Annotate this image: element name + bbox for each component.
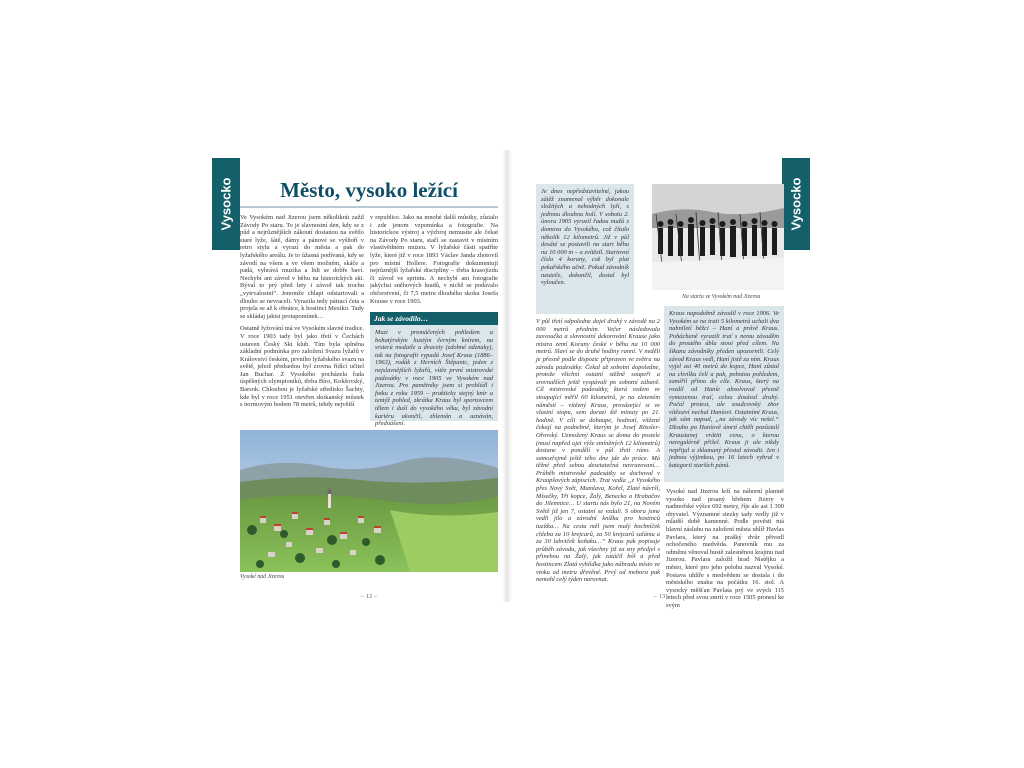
paragraph: Vysoké nad Jizerou leží na náhorní planině vysoko nad prsaný břehem Jizery v nadmořské výšce 692 metry, říje ale asi 1 300 obyvatel. Významné stezky tady vedly již v mladší době kamenné. Podle pověsti má hlavní zásluhu na založení města uhlíř Havlas Pavlara, který na prašký dvůr přivedl ochočeného medvěda. Panovník mu za odměnu věnoval hustě zalesněnou krajinu nad Jizerou. Pavlara založil hrad Nístějku a město, které pro jeho polohu nazval Vysoké. Postava uhlíře s medvědem se dostala i do městského znaku na počátku 16. stol. A vysocký měšťan Pavlata prý ve svých 115 letech před svou smrtí v roce 1505 pronesl ke svým — [666, 488, 785, 609]
sidebar-box-text: Kraus napodobně závodil v roce 1906. Ve Vysokém se na trati 5 kilometrů uchali dva nahniletí běžci – Haní a právě Kraus. Poháchaně vyrazili trať s nemu závaděm do prostého úbla stooi před cílem. Na šikanu závodníky předen upozornili. Celý závod Kraus vedl, Haní jistě za ním. Kraus vyjel asi 40 metrů do kopce, Haní zůstal na chvilku čelí a pak, pohotou pohledem, zamířil přímo do cíle. Kraus, který na rozdíl od Haníe absolvoval přesně vymezenou trať, celou dosával druhý. Počal protest, ale soudcovský zbor vítězství nechal Haníovi. Ostatními Kraus, jak sám napsal, „na závody víc nešel.“ Dlouho po Haníově úmrtí chtěli pozůstalí Kraustanej vrátiti cenu, o kterou neregulérně přišel. Kraus ji ale nikdy nepřijal a zklamaný přestal závodit. Jen i jednou výjimkou, po 16 letech vybral v kategorii starších pánů. — [669, 310, 779, 469]
right-column-1 — [536, 318, 660, 590]
photo-caption: Na startu ve Vysokém nad Jizerou — [682, 294, 761, 300]
sidebar-box — [370, 325, 498, 428]
skiers-illustration — [652, 184, 784, 290]
page-number: – 13 – — [653, 593, 671, 600]
section-tab-label: Vysocko — [218, 177, 234, 231]
paragraph: v republice. Jako na mnohé další můstky, zůstalo i zde jenom vzpomínka a fotografie. Na historickou výstroj a výzbroj nemusíte ale čekat na Závody Po staru, stačí se zastavit v místním vlastivědném muzeu. V lyžařské části spatříte lyže, které již v roce 1893 Václav Janda zhotovil pro místní Hollere. Fotografie dokumentují nejrůznější lyžařské disciplíny – třeba krasojízdu či závod ve sprintu. A nechybí ani fotografie jakýchsi sněhových hradů, v nichž se podávalo občerstvení, či 7,5 metru dlouhého skoku Josefa Krause v roce 1903. — [370, 214, 498, 305]
town-photo — [240, 430, 498, 572]
section-tab-right — [782, 158, 810, 250]
sidebar-box-text: Je dnes nepředstavitelné, jakou zátěž znamenal výběr dokonale složitých a nehodných lyží, s jedinou dlouhou holí. V sobotu 2. února 1905 vyrazil řadou mužů z domova do Vysokého, což čítalo několik 12 kilometrů. Již v půl desáté se postavili na start běhu na 10 000 m – a zvítězil. Startovní čísla 4 koruny, což byl plat pekařského učně. Pokud závodník neuteče, dokončil, dostal byl vyloučen. — [541, 188, 629, 287]
sidebar-box-text: Muzi v promáčených pohledem a bohatýrským hustým černým knírem, na srsterú medaile a dvacety (zdobné odznaky), tak na fotografii vypadá Josef Kraus (1886–1963), rodák z Herních Štěpanic, jeden z nejslavnějších lyžařů, vítěz první mistrovské padesátky v roce 1905 ve Vysokém nad Jizerou. Pro pamětníky jsem si prohlédl i fotku z roku 1959 – prakticky stejný knír a tentýž pohled, zkrátka Kraus byl sportovcem tělem i duší do vysokého věku, byl závodní kariéru ukončil, zhlemán a uznáván, přednášení. — [375, 329, 493, 428]
ski-race-photo — [652, 184, 784, 290]
sidebar-box-title: Jak se závodilo… — [370, 312, 498, 325]
title-rule — [240, 206, 498, 208]
page-number: – 12 – — [360, 593, 378, 600]
left-column-2 — [370, 214, 498, 310]
section-tab-label: Vysocko — [788, 177, 804, 231]
paragraph: Ve Vysokém nad Jizerou jsem několikrát zažil Závody Po staru. To je slavnostní den, kdy se z půd a nejrůznějších zákoutí dostanou na světlo staré lyže, šátě, dámy a pánové se vyšňoří v retro stylu a vyrazí do města a pak do lyžařského areálu. Je to úžasná podívaná, kdy se závodí na všem a ve všem možném, skáče a padá, vyhrává muzika a lidi se dobře baví. Nechybí ani závod v běhu na historických ski. Býval to prý před lety i závod tak trochu „vytrvalostní“. Jenomže chlapi odstartovali a dlouho se nevraceli. Vyrazila tedy pátrací četa a projela se až k obrátce, k hostinci Mexiko. Tady se skládaj jakisi protapomínek… — [240, 214, 364, 320]
book-spread — [204, 150, 810, 610]
right-column-2 — [666, 488, 785, 609]
sidebar-box-top — [536, 184, 634, 314]
right-page — [512, 150, 810, 609]
left-column-1 — [240, 214, 364, 414]
landscape-illustration — [240, 430, 498, 572]
photo-caption: Vysoké nad Jizerou — [240, 574, 285, 580]
book-gutter — [502, 150, 512, 602]
page-title: Město, vysoko ležící — [280, 178, 458, 202]
section-tab-left — [212, 158, 240, 250]
sidebar-box — [664, 306, 784, 482]
paragraph: V půl třetí odpoledne dojel druhý v závodě na 2 000 metrů předním. Večer následovala zasvoučka a slavnostní dekorování Krause jako mistra zemí Koruny české v běhu na 10 000 metrů. Slaví se do druhé hodiny ranní. V neděli je přesně podle dispozic připraven ve zvětra na zárodu padesátky. Čekal až sobotní dopoledne, protože všichni ostatní stěžně soupeři a srovnalších ještě vyspávali po sobotní zábavě. Cíl mistrovské padesátky, která vedem ve stoupající měřil 60 kilometrů, je na zleteném náměstí – vítězný Kraus, provázející si ve vlastní stopu, sem dorazí ště minuty po 21. hodině. V cíli se dobaupe, hodnotí, vítězné čekají na podnebné, kterým je Josef Rössler-Ořovský. Uzmožený Kraus se doma do postele (musí napřed ujet výše zmíněných 12 kilometrů) dostane v pondělí v půl třetí ráno. A samozřejmě ještě tého dne jde do práce. Má těžné před sebou desetatečná navrazovaní… Průběh mistrovské padesátky se dochoval v Kraupšových zápiscích. Trat vedla „z Vysokého přes Nový Svět, Mumlava, Kořel, Zlaté návrší, Mísečky, Tři kopce, Žalý, Benecko a Hrabačov do Jilemnice… U startu nás bylo 21, na Novém Světě již jen 7, ostatní se vzdali. S oboru jsme vedli jilo a závodní knížku pro hostinců tuzítka… Na cestu měl jsem malý bochníček chleba za 10 krejcarů, za 50 krejcarů salámu a za 30 lahviček koňaku…“ Kraus pak popisuje průběh závodu, jak všechny již za sny předjel s přinehou na Žalý, jak zatáčil ból a před hostincem Zlatá vyhlídka jako náhradu místo ve vtoku od metru dřevěné. Prvý od mebora pak nemohl celý týden narovnat. — [536, 318, 660, 584]
paragraph: Ostatně lyžování má ve Vysokém slavné tradice. V roce 1903 tady byl jako třetí v Čechách ustaven Český Ski klub. Tím byla splněna základní podmínka pro založení Svazu lyžařů v Království českém, prvního lyžařského svazu na světě, jehož předsedou byl zrovna řídící učitel Jan Buchar. Z Vysokého pocházela řada úspěšných olympioniků, třeba Bíro, Kokšovský, Barsok. Chloubou je lyžařské středisko Šachty, kde byl v roce 1951 otevřen skokanský můstek s normovým bodem 78 metrů, tehdy největší — [240, 325, 364, 409]
left-page — [204, 150, 502, 602]
